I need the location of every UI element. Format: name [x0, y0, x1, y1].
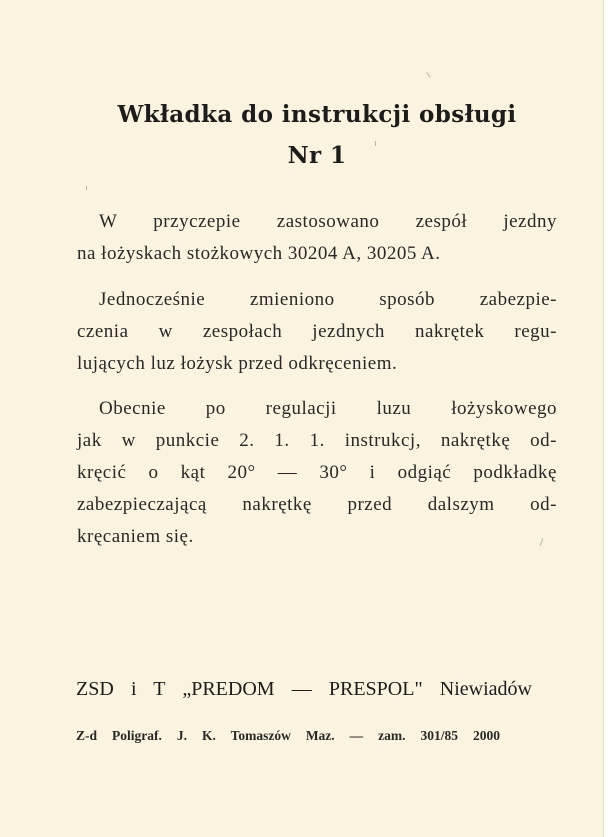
paragraph-line: Jednocześnie zmieniono sposób zabezpie- [99, 289, 557, 310]
document-number: Nr 1 [287, 142, 347, 169]
paragraph-2 [77, 284, 557, 380]
printer-imprint: Z-d Poligraf. J. K. Tomaszów Maz. — zam. 301/85 2000 [76, 728, 500, 743]
paragraph-line: kręcaniem się. [77, 526, 194, 547]
paragraph-line: na łożyskach stożkowych 30204 A, 30205 A. [77, 243, 441, 264]
paper-speck [86, 186, 87, 190]
document-title: Wkładka do instrukcji obsługi [117, 101, 517, 128]
paper-speck [426, 72, 430, 77]
paragraph-line: kręcić o kąt 20° — 30° i odgiąć podkładkę [77, 462, 557, 483]
paragraph-line: lujących luz łożysk przed odkręceniem. [77, 353, 398, 374]
paragraph-3 [77, 393, 557, 553]
paragraph-1 [77, 206, 557, 270]
paragraph-line: zabezpieczającą nakrętkę przed dalszym od- [77, 494, 557, 515]
paragraph-line: czenia w zespołach jezdnych nakrętek regu- [77, 321, 557, 342]
paragraph-line: Obecnie po regulacji luzu łożyskowego [99, 398, 557, 419]
paragraph-line: jak w punkcie 2. 1. 1. instrukcj, nakrętkę od- [77, 430, 557, 451]
paragraph-line: W przyczepie zastosowano zespół jezdny [99, 211, 557, 232]
company-name: ZSD i T „PREDOM — PRESPOL" Niewiadów [76, 678, 532, 700]
